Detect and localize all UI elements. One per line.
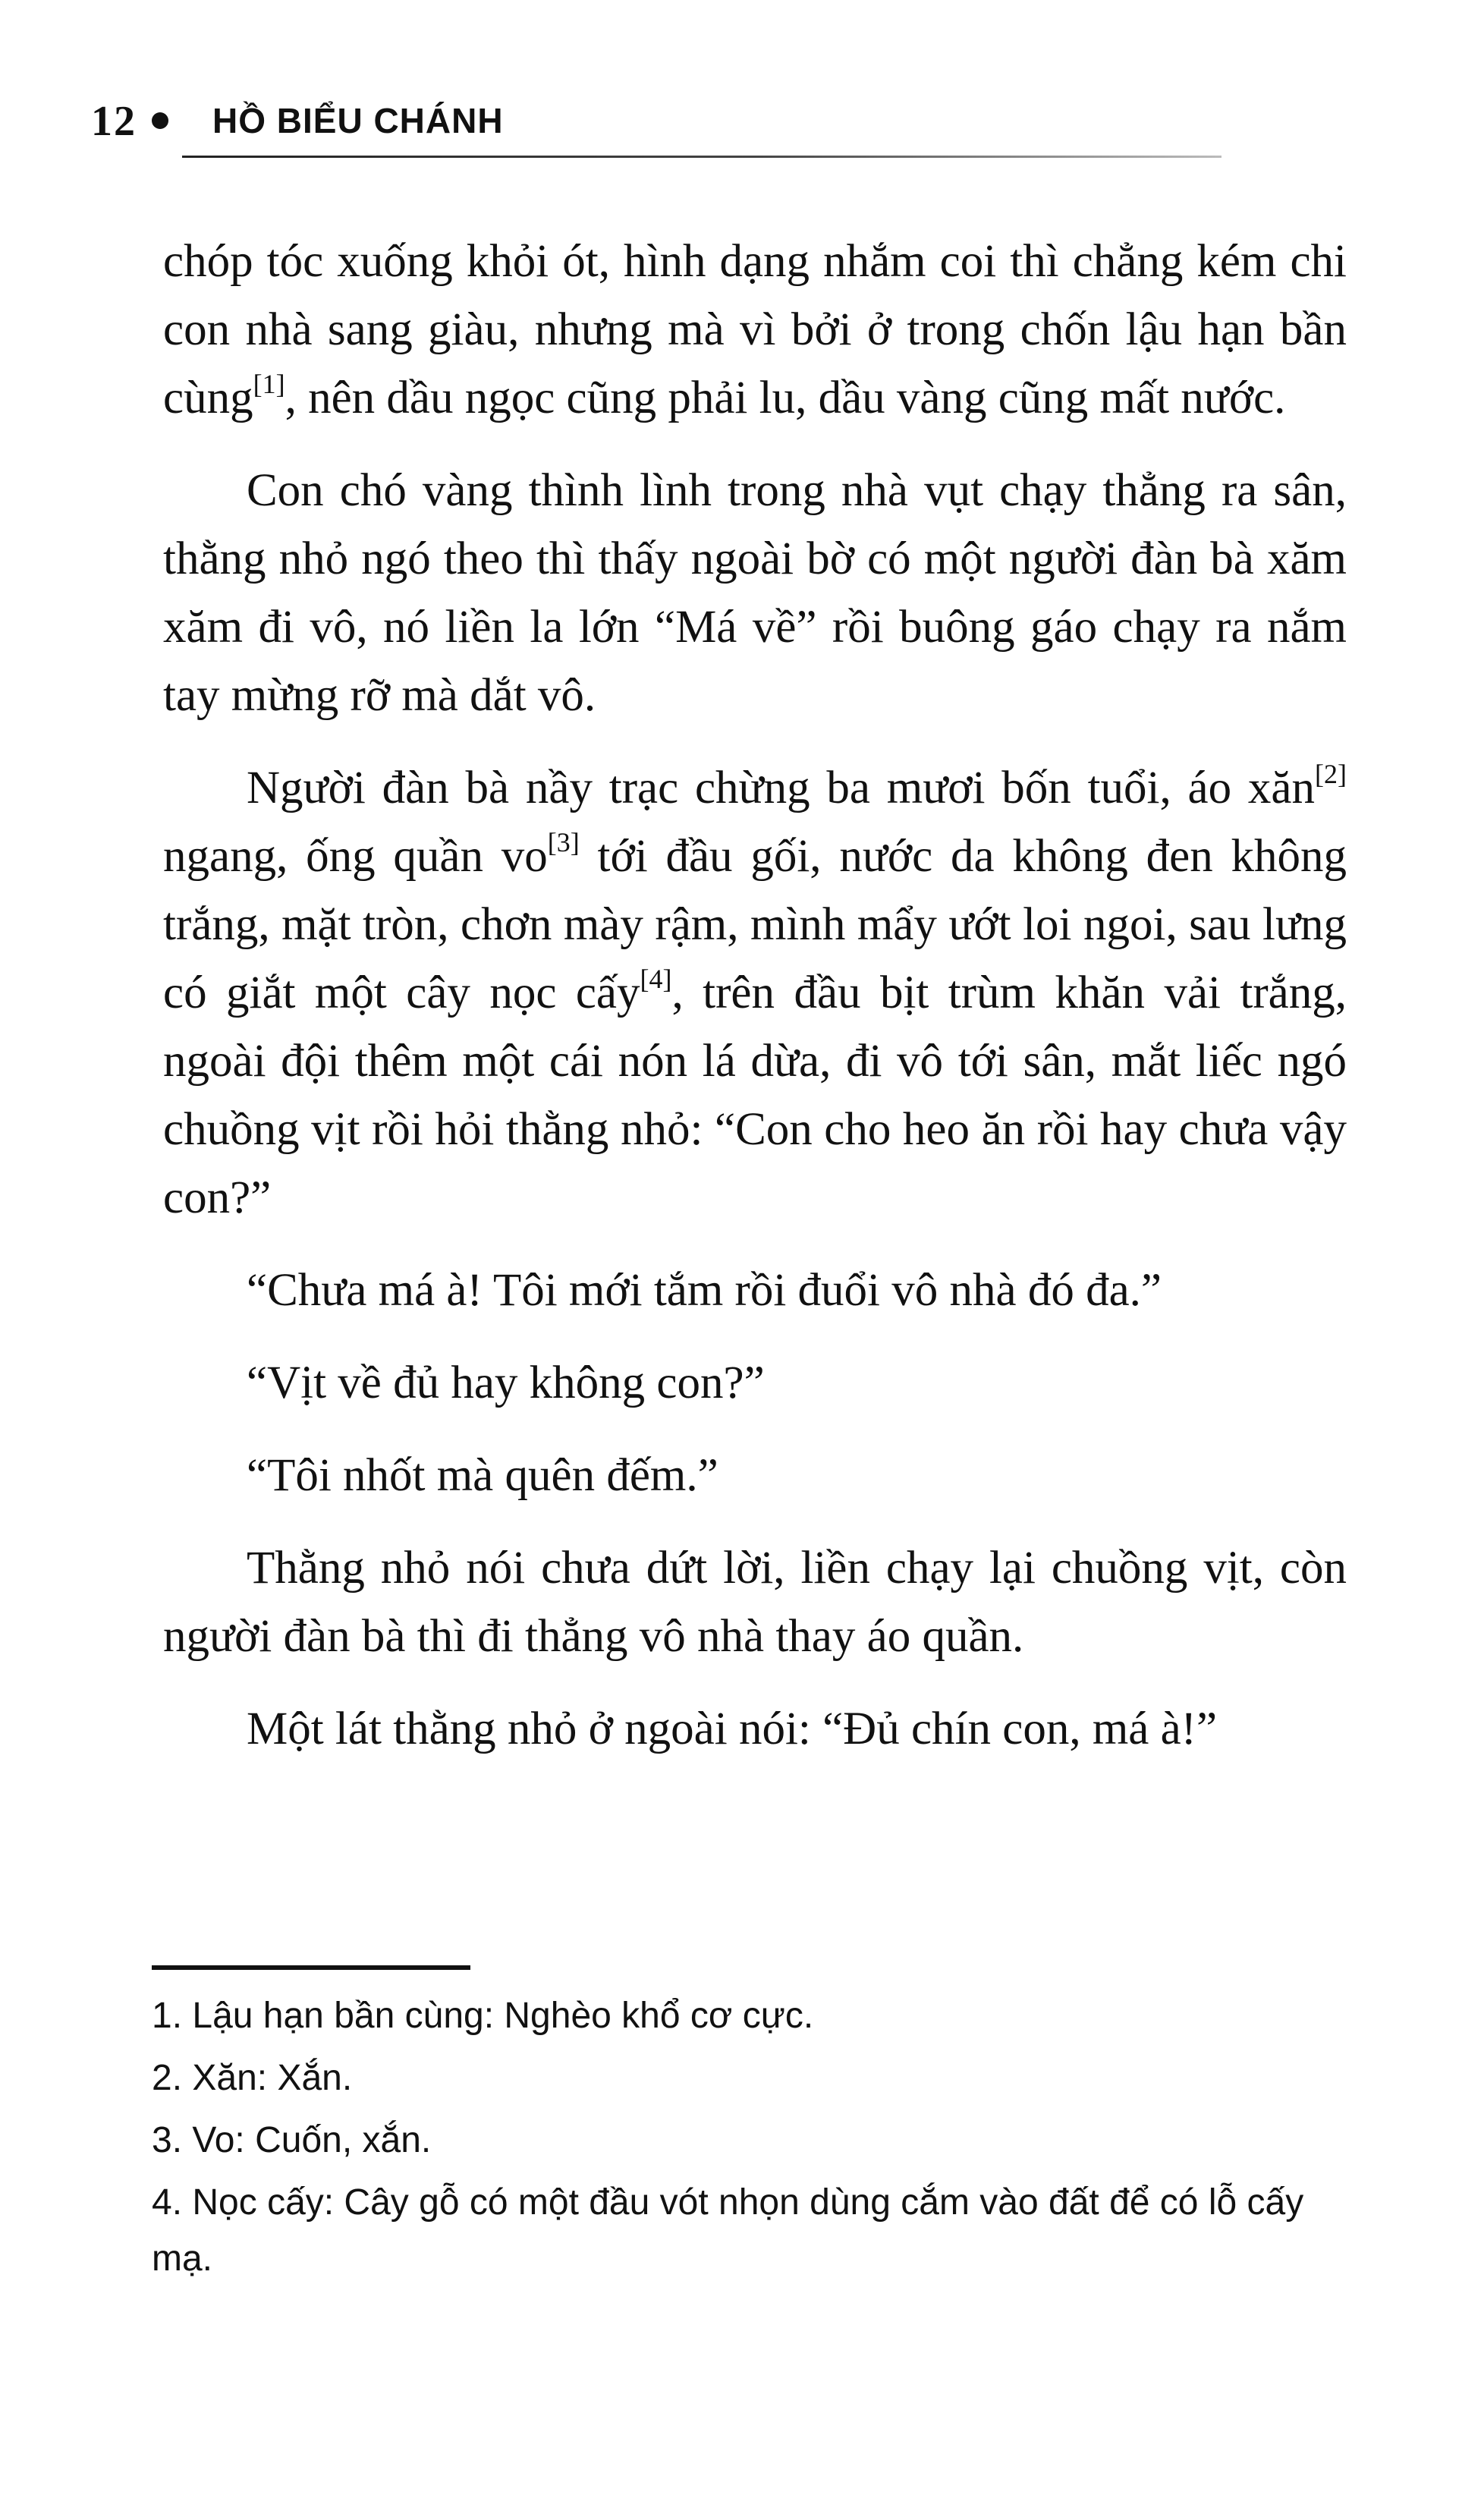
paragraph: Một lát thằng nhỏ ở ngoài nói: “Đủ chín con, má à!” <box>247 1704 1218 1754</box>
dialogue-line: “Chưa má à! Tôi mới tắm rồi đuổi vô nhà đó đa.” <box>247 1265 1162 1316</box>
footnote-ref: [3] <box>547 827 580 857</box>
bullet-icon <box>152 112 168 129</box>
paragraph <box>163 754 1347 1232</box>
footnote-separator <box>152 1965 470 1970</box>
header-rule <box>182 156 1221 158</box>
paragraph-text: Người đàn bà nầy trạc chừng ba mươi bốn tuổi, áo xăn <box>247 763 1316 813</box>
footnote-ref: [4] <box>640 964 672 994</box>
footnote-ref: [2] <box>1315 759 1347 789</box>
footnote: 3. Vo: Cuốn, xắn. <box>152 2120 432 2160</box>
paragraph-text: tới đầu gối, nước da không đen không trắng, mặt tròn, chơn mày rậm, mình mẩy ướt loi ngoi, sau lưng có giắt một cây nọc cấy <box>163 831 1347 1018</box>
footnote: 1. Lậu hạn bần cùng: Nghèo khổ cơ cực. <box>152 1996 814 2036</box>
author-name: HỒ BIỂU CHÁNH <box>212 101 504 140</box>
paragraph <box>163 228 1347 433</box>
body-text <box>163 228 1347 1788</box>
paragraph-text: , trên đầu bịt trùm khăn vải trắng, ngoài đội thêm một cái nón lá dừa, đi vô tới sân, mắt liếc ngó chuồng vịt rồi hỏi thằng nhỏ: “Con cho heo ăn rồi hay chưa vậy con?” <box>163 967 1347 1223</box>
footnote-ref: [1] <box>253 369 285 399</box>
paragraph: Thằng nhỏ nói chưa dứt lời, liền chạy lại chuồng vịt, còn người đàn bà thì đi thẳng vô nhà thay áo quần. <box>163 1543 1347 1662</box>
footnote: 2. Xăn: Xắn. <box>152 2058 353 2098</box>
dialogue-line: “Vịt về đủ hay không con?” <box>247 1358 765 1408</box>
paragraph-text: , nên dầu ngọc cũng phải lu, dầu vàng cũng mất nước. <box>285 373 1286 423</box>
dialogue-line: “Tôi nhốt mà quên đếm.” <box>247 1450 718 1501</box>
paragraph-text: ngang, ống quần vo <box>163 831 548 882</box>
paragraph: Con chó vàng thình lình trong nhà vụt chạy thẳng ra sân, thằng nhỏ ngó theo thì thấy ngoài bờ có một người đàn bà xăm xăm đi vô, nó liền la lớn “Má về” rồi buông gáo chạy ra nắm tay mừng rỡ mà dắt vô. <box>163 465 1347 721</box>
footnote: 4. Nọc cấy: Cây gỗ có một đầu vót nhọn dùng cắm vào đất để có lỗ cấy mạ. <box>152 2182 1304 2279</box>
page-number: 12 <box>91 98 137 145</box>
footnotes <box>152 1988 1350 2293</box>
running-header <box>76 83 1214 159</box>
paragraph-text: chóp tóc xuống khỏi ót, hình dạng nhắm coi thì chẳng kém chi con nhà sang giàu, nhưng mà vì bởi ở trong chốn lậu hạn bần cùng <box>163 236 1347 423</box>
